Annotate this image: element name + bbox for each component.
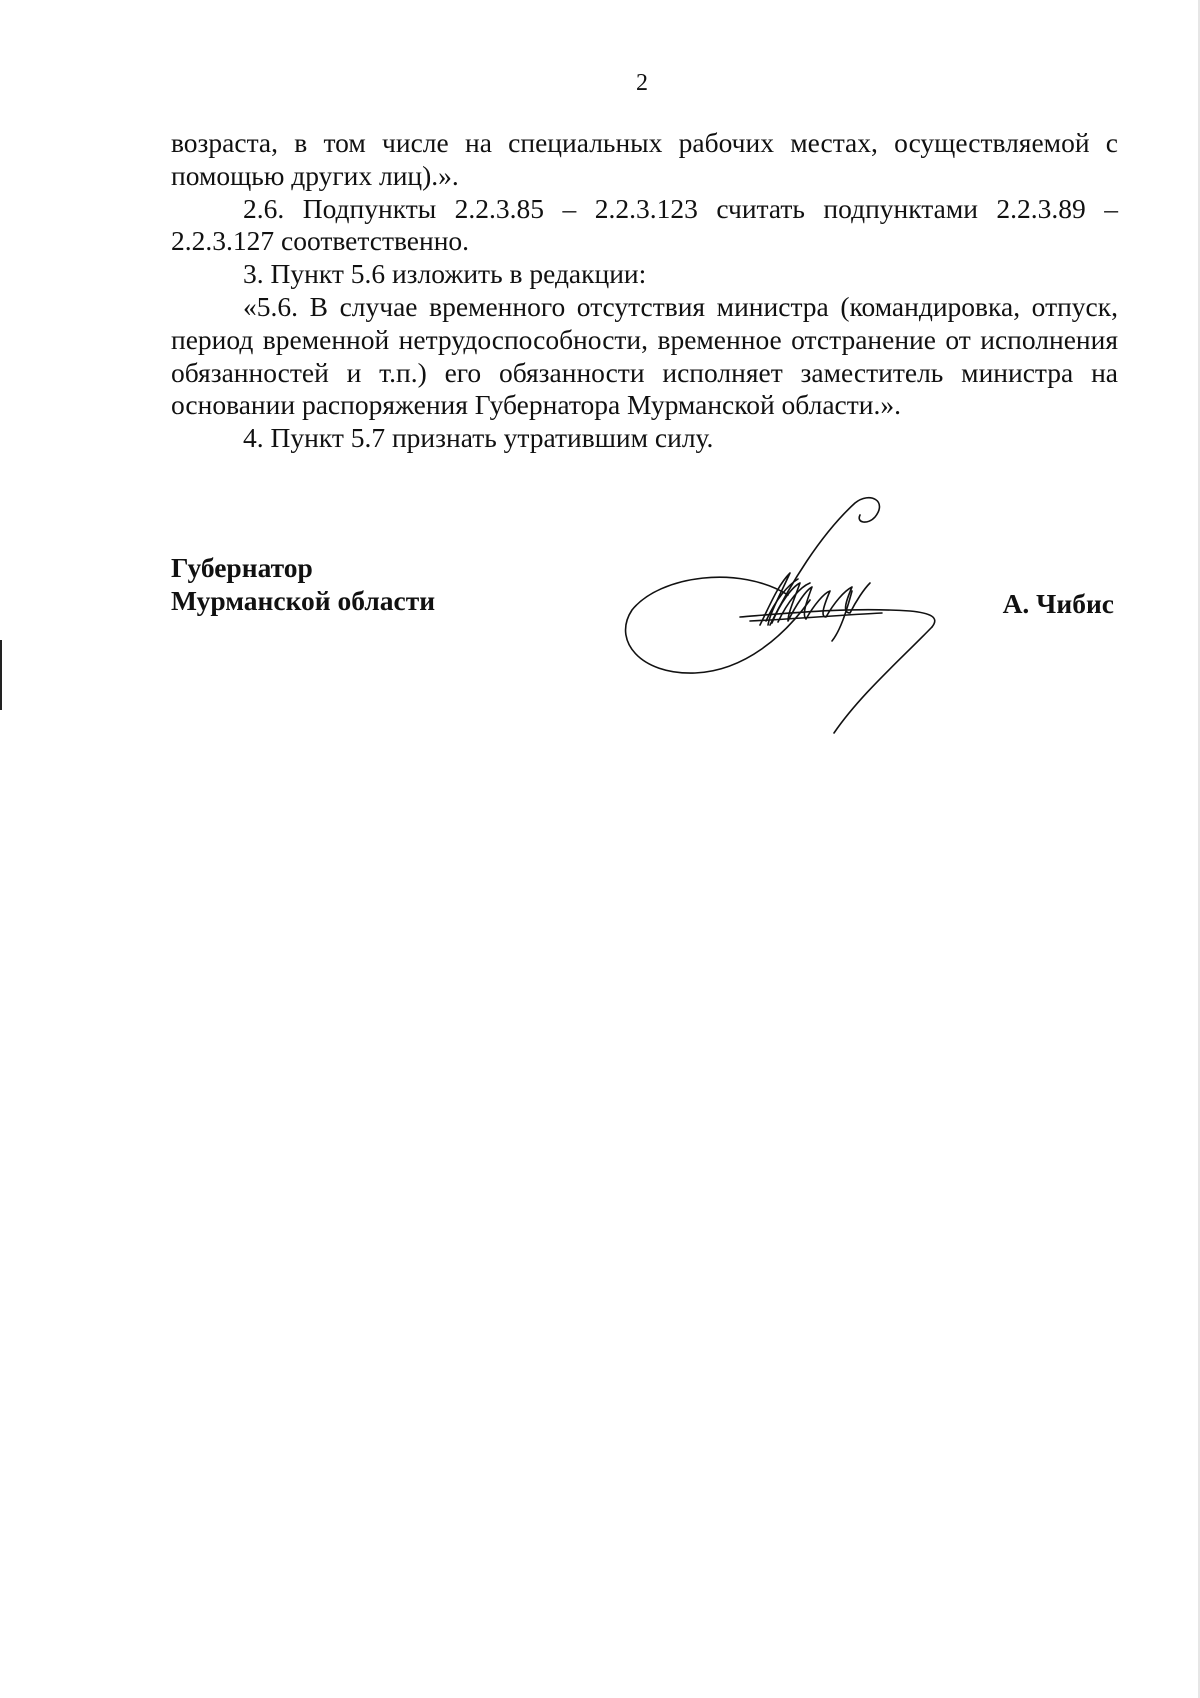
position-title-line-2: Мурманской области bbox=[171, 585, 436, 616]
signatory-position bbox=[171, 551, 435, 617]
position-title-line-1: Губернатор bbox=[171, 552, 313, 583]
paragraph: 3. Пункт 5.6 изложить в редакции: bbox=[243, 258, 647, 290]
handwritten-signature-icon bbox=[620, 495, 970, 740]
paragraph: 4. Пункт 5.7 признать утратившим силу. bbox=[243, 422, 714, 454]
signer-name: А. Чибис bbox=[1002, 588, 1114, 619]
scan-edge-mark bbox=[0, 640, 2, 710]
document-body bbox=[171, 127, 1118, 455]
page-number: 2 bbox=[636, 70, 648, 96]
paragraph: 2.6. Подпункты 2.2.3.85 – 2.2.3.123 считать подпунктами 2.2.3.89 – 2.2.3.127 соответственно. bbox=[171, 192, 1118, 257]
paragraph: возраста, в том числе на специальных рабочих местах, осуществляемой с помощью других лиц).». bbox=[171, 127, 1118, 191]
paragraph: «5.6. В случае временного отсутствия министра (командировка, отпуск, период временной нетрудоспособности, временное отстранение от исполнения обязанностей и т.п.) его обязанности исполняет заместитель министра на основании распоряжения Губернатора Мурманской области.». bbox=[171, 290, 1118, 421]
